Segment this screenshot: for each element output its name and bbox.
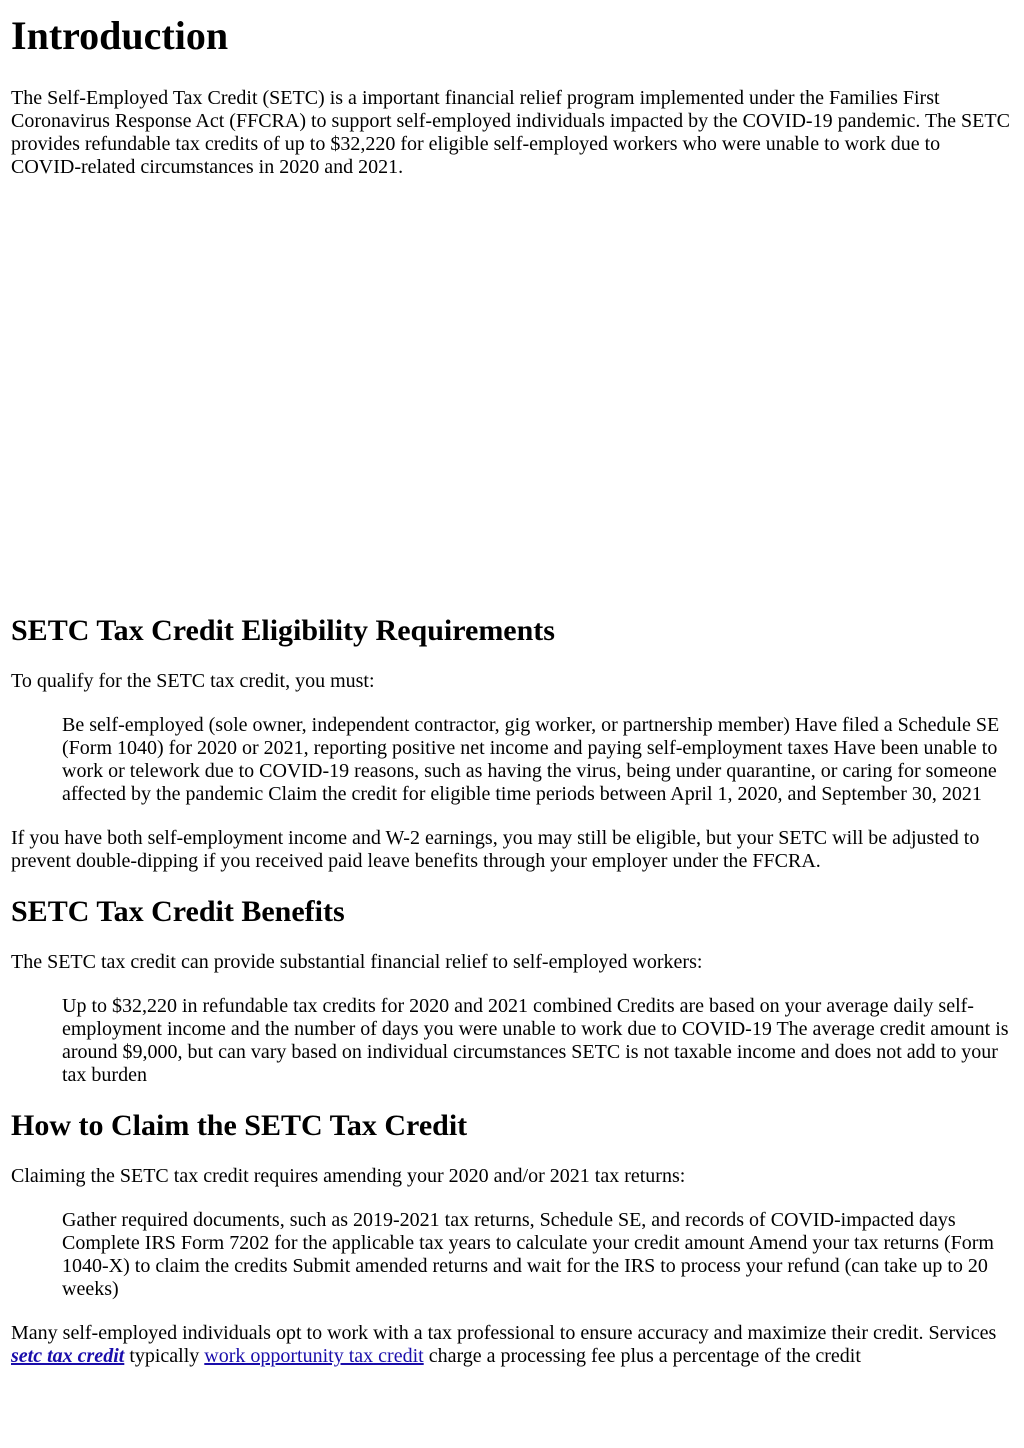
work-opportunity-tax-credit-link[interactable]: work opportunity tax credit: [204, 1345, 424, 1367]
eligibility-heading: SETC Tax Credit Eligibility Requirements: [11, 614, 555, 647]
claim-closing-paragraph: [11, 1322, 1014, 1368]
blank-space: [11, 179, 1014, 613]
closing-text-3: charge a processing fee plus a percentage of the credit: [423, 1345, 861, 1367]
intro-heading: Introduction: [11, 13, 229, 58]
eligibility-quote: Be self-employed (sole owner, independent contractor, gig worker, or partnership member) Have filed a Schedule SE (Form 1040) for 2020 or 2021, reporting positive net income and paying self-employment taxes Have been unable to work or telework due to COVID-19 reasons, such as having the virus, being under quarantine, or caring for someone affected by the pandemic Claim the credit for eligible time periods between April 1, 2020, and September 30, 2021: [62, 714, 1000, 805]
setc-tax-credit-link[interactable]: setc tax credit: [11, 1345, 125, 1367]
closing-text-2: typically: [124, 1345, 205, 1367]
document-page: [11, 0, 1014, 1368]
closing-text-1: Many self-employed individuals opt to work with a tax professional to ensure accuracy and maximize their credit. Services: [11, 1322, 997, 1344]
eligibility-note: If you have both self-employment income and W-2 earnings, you may still be eligible, but your SETC will be adjusted to prevent double-dipping if you received paid leave benefits through your employer under the FFCRA.: [11, 827, 980, 872]
claim-lead: Claiming the SETC tax credit requires amending your 2020 and/or 2021 tax returns:: [11, 1165, 686, 1187]
benefits-quote: Up to $32,220 in refundable tax credits for 2020 and 2021 combined Credits are based on your average daily self-employment income and the number of days you were unable to work due to COVID-19 The average credit amount is around $9,000, but can vary based on individual circumstances SETC is not taxable income and does not add to your tax burden: [62, 995, 1009, 1086]
benefits-heading: SETC Tax Credit Benefits: [11, 895, 345, 928]
claim-quote: Gather required documents, such as 2019-2021 tax returns, Schedule SE, and records of COVID-impacted days Complete IRS Form 7202 for the applicable tax years to calculate your credit amount Amend your tax returns (Form 1040-X) to claim the credits Submit amended returns and wait for the IRS to process your refund (can take up to 20 weeks): [62, 1209, 994, 1300]
eligibility-lead: To qualify for the SETC tax credit, you must:: [11, 670, 375, 692]
claim-heading: How to Claim the SETC Tax Credit: [11, 1109, 468, 1142]
intro-paragraph: The Self-Employed Tax Credit (SETC) is a important financial relief program implemented under the Families First Coronavirus Response Act (FFCRA) to support self-employed individuals impacted by the COVID-19 pandemic. The SETC provides refundable tax credits of up to $32,220 for eligible self-employed workers who were unable to work due to COVID-related circumstances in 2020 and 2021.: [11, 87, 1010, 178]
benefits-lead: The SETC tax credit can provide substantial financial relief to self-employed workers:: [11, 951, 703, 973]
